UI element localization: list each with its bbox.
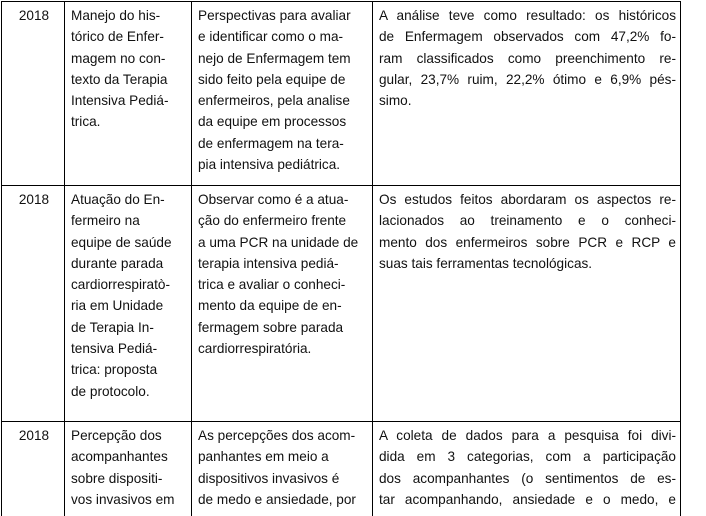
title-line: fermeiro na [71, 213, 140, 229]
title-line: Percepção dos [71, 428, 162, 443]
objective-line: terapia intensiva pediá- [198, 255, 339, 271]
title-line: Manejo do his- [71, 8, 161, 23]
table-row [2, 2, 681, 186]
title-line: acompanhantes [71, 449, 168, 465]
table-row [2, 186, 681, 422]
title-line: Atuação do En- [71, 192, 165, 207]
result-cell [373, 186, 681, 422]
objective-cell [192, 186, 373, 422]
title-line: de protocolo. [71, 383, 150, 399]
result-line: dos acompanhantes (o sentimentos de es- [379, 470, 676, 486]
objective-line: Observar como é a atua- [198, 192, 349, 207]
objective-line: trica e avaliar o conheci- [198, 277, 346, 293]
title-line: texto da Terapia [71, 71, 168, 87]
result-line: mento dos enfermeiros sobre PCR e RCP e [379, 234, 676, 250]
objective-line: enfermeiros, pela analise [198, 93, 350, 109]
result-line: A análise teve como resultado: os históricos [379, 8, 676, 23]
objective-line: dispositivos invasivos é [198, 470, 340, 486]
title-line: trica: proposta [71, 362, 158, 378]
objective-line: e identificar como o ma- [198, 29, 344, 45]
year-cell [2, 186, 65, 422]
title-line: trica. [71, 114, 101, 130]
objective-line: Perspectivas para avaliar [198, 8, 351, 23]
title-line: cardiorrespiratò- [71, 277, 170, 293]
title-line: de Terapia In- [71, 319, 154, 335]
title-line: equipe de saúde [71, 234, 172, 250]
objective-line: ção do enfermeiro frente [198, 213, 347, 229]
title-line: Intensiva Pediá- [71, 93, 169, 109]
objective-line: de enfermagem na tera- [198, 135, 344, 151]
table-row [2, 422, 681, 516]
result-cell [373, 422, 681, 516]
table-body [2, 2, 681, 516]
title-line: ria em Unidade [71, 298, 164, 314]
objective-line: fermagem sobre parada [198, 319, 344, 335]
year-text: 2018 [18, 192, 50, 207]
objective-line: a uma PCR na unidade de [198, 234, 359, 250]
objective-line: sido feito pela equipe de [198, 71, 346, 87]
objective-line: de medo e ansiedade, por [198, 491, 356, 507]
result-line: dida em 3 categorias, com a participação [379, 449, 676, 465]
title-line: durante parada [71, 255, 164, 271]
result-cell [373, 2, 681, 186]
result-line: gular, 23,7% ruim, 22,2% ótimo e 6,9% pés- [379, 71, 676, 87]
objective-line: mento da equipe de en- [198, 298, 342, 314]
title-line: sobre dispositi- [71, 470, 163, 486]
objective-cell [192, 2, 373, 186]
result-line: simo. [379, 93, 412, 109]
result-line: lacionados ao treinamento e o conheci- [379, 213, 676, 229]
result-line: de Enfermagem observados com 47,2% fo- [379, 29, 676, 45]
objective-line: panhantes em meio a [198, 449, 329, 465]
objective-line: As percepções dos acom- [198, 428, 356, 443]
result-line: ram classificados como preenchimento re- [379, 50, 676, 66]
title-cell [65, 186, 192, 422]
title-line: vos invasivos em [71, 491, 175, 507]
objective-line: pia intensiva pediátrica. [198, 157, 341, 173]
title-line: magem no con- [71, 50, 166, 66]
objective-line: da equipe em processos [198, 114, 347, 130]
year-text: 2018 [18, 8, 50, 23]
title-cell [65, 422, 192, 516]
year-cell [2, 422, 65, 516]
objective-line: cardiorrespiratória. [198, 341, 312, 357]
year-cell [2, 2, 65, 186]
result-line: tar acompanhando, ansiedade e o medo, e [379, 491, 676, 507]
objective-line: nejo de Enfermagem tem [198, 50, 351, 66]
year-text: 2018 [18, 428, 50, 443]
result-line: A coleta de dados para a pesquisa foi divi- [379, 428, 676, 443]
title-cell [65, 2, 192, 186]
result-line: suas tais ferramentas tecnológicas. [379, 255, 593, 271]
studies-table [1, 1, 681, 516]
title-line: tórico de Enfer- [71, 29, 164, 45]
result-line: Os estudos feitos abordaram os aspectos re- [379, 192, 676, 207]
title-line: tensiva Pediá- [71, 341, 158, 357]
objective-cell [192, 422, 373, 516]
